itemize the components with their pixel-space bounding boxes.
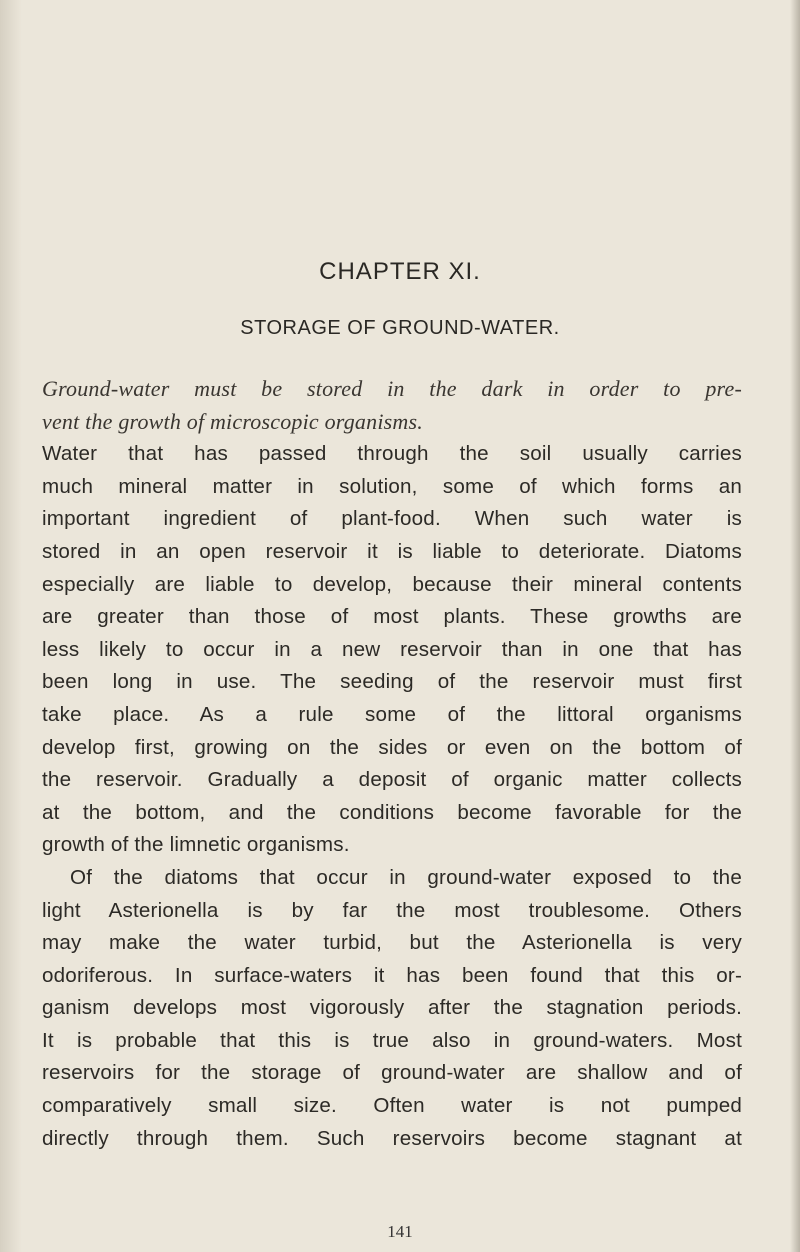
- paragraph-2-line: reservoirs for the storage of ground-water are shallow and of: [42, 1061, 742, 1085]
- paragraph-1-line: the reservoir. Gradually a deposit of organic matter collects: [42, 768, 742, 792]
- paragraph-1-line: much mineral matter in solution, some of which forms an: [42, 474, 742, 498]
- paragraph-1-line: stored in an open reservoir it is liable to deteriorate. Diatoms: [42, 539, 742, 563]
- body-text: [42, 373, 742, 1155]
- paragraph-1-line: take place. As a rule some of the littoral organisms: [42, 702, 742, 726]
- paragraph-1-line: at the bottom, and the conditions become favorable for the: [42, 800, 742, 824]
- paragraph-1-line: been long in use. The seeding of the reservoir must first: [42, 670, 742, 694]
- summary-line: Ground-water must be stored in the dark in order to pre-: [42, 376, 742, 401]
- summary-line: vent the growth of microscopic organisms.: [42, 408, 423, 434]
- chapter-heading: CHAPTER XI.: [319, 258, 481, 285]
- paragraph-1-line: growth of the limnetic organisms.: [42, 833, 350, 857]
- paragraph-1-line: Water that has passed through the soil usually carries: [42, 442, 742, 466]
- paragraph-2-line: It is probable that this is true also in ground-waters. Most: [42, 1028, 742, 1052]
- paragraph-1-line: are greater than those of most plants. These growths are: [42, 605, 742, 629]
- paragraph-1-line: especially are liable to develop, because their mineral contents: [42, 572, 742, 596]
- paragraph-2-line: odoriferous. In surface-waters it has been found that this or-: [42, 963, 742, 987]
- paragraph-2-line: Of the diatoms that occur in ground-water exposed to the: [70, 865, 742, 889]
- page-gutter-shadow: [0, 0, 22, 1252]
- page-number: 141: [387, 1222, 413, 1241]
- paragraph-2-line: ganism develops most vigorously after the stagnation periods.: [42, 996, 742, 1020]
- paragraph-1-line: less likely to occur in a new reservoir than in one that has: [42, 637, 742, 661]
- section-title: STORAGE OF GROUND-WATER.: [240, 317, 560, 339]
- paragraph-2-line: light Asterionella is by far the most troublesome. Others: [42, 898, 742, 922]
- page-edge: [790, 0, 800, 1252]
- paragraph-1-line: develop first, growing on the sides or even on the bottom of: [42, 735, 742, 759]
- paragraph-1-line: important ingredient of plant-food. When such water is: [42, 507, 742, 531]
- paragraph-2-line: comparatively small size. Often water is not pumped: [42, 1094, 742, 1118]
- paragraph-2-line: directly through them. Such reservoirs become stagnant at: [42, 1126, 742, 1150]
- paragraph-2-line: may make the water turbid, but the Asterionella is very: [42, 931, 742, 955]
